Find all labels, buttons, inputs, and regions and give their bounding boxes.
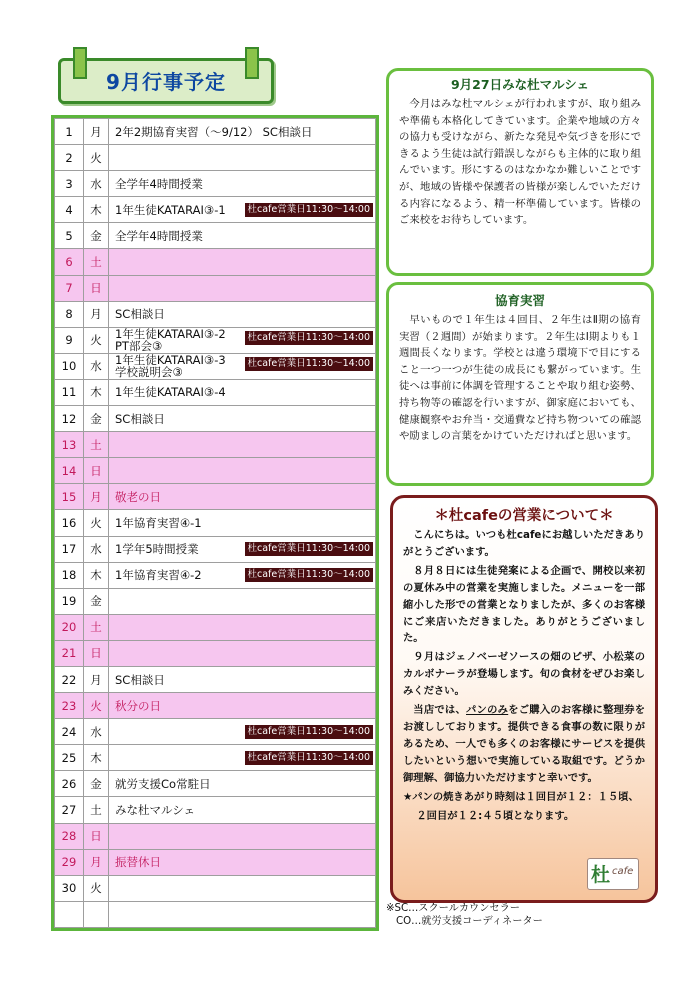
schedule-event-cell: [109, 249, 376, 275]
title-sign: [58, 58, 274, 104]
schedule-event-cell: [109, 588, 376, 614]
schedule-weekday: 金: [84, 223, 109, 249]
cafe-paragraph-1: こんにちは。いつも杜cafeにお越しいただきありがとうございます。: [403, 529, 645, 558]
schedule-event-cell: [109, 666, 376, 692]
cafe-open-tag: 杜cafe営業日11:30～14:00: [245, 568, 374, 582]
schedule-event-cell: [109, 275, 376, 301]
schedule-event-cell: [109, 432, 376, 458]
schedule-event-cell: [109, 536, 376, 562]
footnote: [386, 902, 543, 928]
schedule-weekday: 火: [84, 327, 109, 353]
schedule-weekday: 月: [84, 666, 109, 692]
schedule-day: 16: [55, 510, 84, 536]
schedule-day: 9: [55, 327, 84, 353]
schedule-row: [55, 849, 376, 875]
schedule-event-cell: [109, 119, 376, 145]
cafe-open-tag: 杜cafe営業日11:30～14:00: [245, 725, 374, 739]
schedule-row: [55, 223, 376, 249]
schedule-row: [55, 171, 376, 197]
schedule-event-cell: [109, 458, 376, 484]
schedule-weekday: 火: [84, 693, 109, 719]
schedule-event: 1年協育実習④-2: [115, 568, 202, 583]
schedule-weekday: 日: [84, 275, 109, 301]
schedule-row: [55, 901, 376, 927]
schedule-event-cell: [109, 223, 376, 249]
schedule-row: [55, 640, 376, 666]
schedule-event-line2: PT部会③: [115, 339, 163, 354]
cafe-p4-underline: パンのみ: [466, 704, 509, 717]
schedule-row: [55, 145, 376, 171]
marche-box: [386, 68, 654, 276]
schedule-event: 1年生徒KATARAI③-1: [115, 202, 226, 217]
schedule-row: [55, 614, 376, 640]
marche-body: 今月はみな杜マルシェが行われますが、取り組みや準備も本格化してきています。企業や地域の方々の協力も受けながら、新たな発見や気づきを形にできるよう生徒は試行錯誤しながらも主体的に取り組んでいます。形にするのはなかなか難しいことですが、地域の皆様や保護者の皆様が楽しんでいただける内容になるよう、精一杯準備しています。皆様のご来校をお待ちしています。: [399, 98, 641, 227]
schedule-table: [51, 115, 379, 931]
schedule-weekday: 金: [84, 406, 109, 432]
schedule-day: 19: [55, 588, 84, 614]
cafe-open-tag: 杜cafe営業日11:30～14:00: [245, 203, 374, 217]
schedule-row: [55, 771, 376, 797]
schedule-weekday: 水: [84, 353, 109, 379]
schedule-event-cell: [109, 849, 376, 875]
schedule-event: 全学年4時間授業: [115, 176, 203, 191]
schedule-row: [55, 432, 376, 458]
schedule-day: 1: [55, 119, 84, 145]
schedule-row: [55, 719, 376, 745]
schedule-row: [55, 249, 376, 275]
cafe-p4-end: をご購入のお客様に整理券をお渡ししております。提供できる食事の数に限りがあるため、一人でも多くのお客様にサービスを提供したいという想いで実施している取組です。どうか御理解、御協力いただけますと幸いです。: [403, 704, 646, 784]
schedule-weekday: 木: [84, 745, 109, 771]
schedule-day: 20: [55, 614, 84, 640]
schedule-event-cell: [109, 875, 376, 901]
schedule-weekday: 月: [84, 301, 109, 327]
cafe-logo-text: cafe: [612, 866, 634, 877]
schedule-event: 2年2期協育実習（～9/12） SC相談日: [115, 124, 313, 139]
schedule-weekday: 木: [84, 379, 109, 405]
schedule-day: 23: [55, 693, 84, 719]
cafe-title: ＊杜cafeの営業について＊: [434, 508, 614, 524]
schedule-event-cell: [109, 640, 376, 666]
schedule-row: [55, 588, 376, 614]
schedule-event-cell: [109, 353, 376, 379]
schedule-day: 5: [55, 223, 84, 249]
schedule-event: 敬老の日: [115, 489, 161, 504]
page-title: 9月行事予定: [106, 70, 226, 94]
schedule-day: 4: [55, 197, 84, 223]
kyoiku-title: 協育実習: [494, 293, 545, 308]
schedule-weekday: 火: [84, 145, 109, 171]
schedule-event-line2: 学校説明会③: [115, 365, 183, 380]
schedule-row: [55, 197, 376, 223]
schedule-event-cell: [109, 719, 376, 745]
schedule-weekday: 水: [84, 536, 109, 562]
schedule-event-cell: [109, 901, 376, 927]
schedule-event: 就労支援Co常駐日: [115, 776, 211, 791]
schedule-day: 24: [55, 719, 84, 745]
schedule-row: [55, 484, 376, 510]
schedule-event: 振替休日: [115, 855, 161, 870]
cafe-note-1: ★パンの焼きあがり時刻は１回目が１２：１５頃、: [403, 790, 639, 803]
schedule-event-cell: [109, 301, 376, 327]
schedule-weekday: 月: [84, 119, 109, 145]
schedule-event-cell: [109, 797, 376, 823]
schedule-day: 17: [55, 536, 84, 562]
schedule-event: 全学年4時間授業: [115, 228, 203, 243]
schedule-weekday: 日: [84, 823, 109, 849]
cafe-p4-start: 当店では、: [413, 704, 467, 717]
schedule-row: [55, 745, 376, 771]
schedule-event-cell: [109, 197, 376, 223]
schedule-day: 11: [55, 379, 84, 405]
schedule-day: 2: [55, 145, 84, 171]
schedule-event-cell: [109, 406, 376, 432]
schedule-day: [55, 901, 84, 927]
schedule-weekday: 金: [84, 588, 109, 614]
schedule-row: [55, 536, 376, 562]
schedule-row: [55, 353, 376, 379]
schedule-day: 28: [55, 823, 84, 849]
schedule-day: 21: [55, 640, 84, 666]
footnote-co: CO…就労支援コーディネーター: [396, 916, 543, 927]
schedule-event-cell: [109, 693, 376, 719]
schedule-event: SC相談日: [115, 411, 165, 426]
schedule-day: 7: [55, 275, 84, 301]
schedule-event-cell: [109, 484, 376, 510]
schedule-weekday: 土: [84, 249, 109, 275]
kyoiku-body: 早いもので１年生は４回目、２年生はⅡ期の協育実習（２週間）が始まります。２年生はⅠ期よりも１週間長くなります。学校とは違う環境下で目にすること一つ一つが生徒の成長にも繋がっています。生徒へは事前に体調を管理することや取り組む姿勢、持ち物等の確認を行いますが、御家庭においても、健康観察やお弁当・交通費など持ち物ついての確認や励ましの言葉をかけていただければと思います。: [399, 314, 641, 443]
schedule-row: [55, 666, 376, 692]
schedule-event: 秋分の日: [115, 698, 161, 713]
schedule-event-cell: [109, 379, 376, 405]
cafe-open-tag: 杜cafe営業日11:30～14:00: [245, 331, 374, 345]
cafe-open-tag: 杜cafe営業日11:30～14:00: [245, 357, 374, 371]
schedule-weekday: 土: [84, 432, 109, 458]
cafe-open-tag: 杜cafe営業日11:30～14:00: [245, 542, 374, 556]
schedule-event-cell: [109, 562, 376, 588]
schedule-weekday: 月: [84, 849, 109, 875]
schedule-event: みな杜マルシェ: [115, 802, 195, 817]
schedule-day: 3: [55, 171, 84, 197]
cafe-box: [390, 495, 658, 903]
schedule-row: [55, 875, 376, 901]
schedule-weekday: 水: [84, 171, 109, 197]
schedule-day: 25: [55, 745, 84, 771]
kyoiku-box: [386, 282, 654, 486]
schedule-weekday: 水: [84, 719, 109, 745]
schedule-row: [55, 301, 376, 327]
schedule-row: [55, 406, 376, 432]
schedule-day: 26: [55, 771, 84, 797]
marche-title: 9月27日みな杜マルシェ: [450, 77, 590, 92]
schedule-row: [55, 693, 376, 719]
schedule-day: 15: [55, 484, 84, 510]
schedule-weekday: 火: [84, 875, 109, 901]
cafe-open-tag: 杜cafe営業日11:30～14:00: [245, 751, 374, 765]
schedule-day: 22: [55, 666, 84, 692]
schedule-weekday: 土: [84, 797, 109, 823]
schedule-event-cell: [109, 327, 376, 353]
schedule-row: [55, 823, 376, 849]
schedule-day: 10: [55, 353, 84, 379]
schedule-day: 13: [55, 432, 84, 458]
schedule-event: SC相談日: [115, 307, 165, 322]
schedule-row: [55, 119, 376, 145]
schedule-weekday: 月: [84, 484, 109, 510]
schedule-row: [55, 797, 376, 823]
schedule-event-cell: [109, 145, 376, 171]
schedule-row: [55, 275, 376, 301]
schedule-weekday: 土: [84, 614, 109, 640]
schedule-weekday: 金: [84, 771, 109, 797]
cafe-paragraph-4: [403, 702, 645, 787]
cafe-paragraph-3: ９月はジェノベーゼソースの畑のピザ、小松菜のカルボナーラが登場します。旬の食材をぜひお楽しみください。: [403, 651, 645, 698]
schedule-row: [55, 379, 376, 405]
schedule-row: [55, 562, 376, 588]
schedule-weekday: 木: [84, 197, 109, 223]
schedule-event: 1年生徒KATARAI③-3: [115, 353, 226, 368]
schedule-day: 29: [55, 849, 84, 875]
cafe-paragraph-2: ８月８日には生徒発案による企画で、開校以来初の夏休み中の営業を実施しました。メニューを一部縮小した形での営業となりましたが、多くのお客様にご来店いただきました。ありがとうございました。: [403, 564, 645, 645]
schedule-event-cell: [109, 823, 376, 849]
schedule-event-cell: [109, 614, 376, 640]
schedule-weekday: 火: [84, 510, 109, 536]
schedule-event-cell: [109, 510, 376, 536]
schedule-day: 12: [55, 406, 84, 432]
schedule-row: [55, 510, 376, 536]
schedule-day: 27: [55, 797, 84, 823]
schedule-row: [55, 458, 376, 484]
schedule-event: 1年協育実習④-1: [115, 515, 202, 530]
schedule-weekday: [84, 901, 109, 927]
schedule-day: 8: [55, 301, 84, 327]
schedule-event-cell: [109, 745, 376, 771]
cafe-note-2: ２回目が１２:４５頃となります。: [416, 809, 575, 822]
schedule-day: 14: [55, 458, 84, 484]
schedule-row: [55, 327, 376, 353]
schedule-weekday: 日: [84, 640, 109, 666]
schedule-weekday: 木: [84, 562, 109, 588]
schedule-weekday: 日: [84, 458, 109, 484]
schedule-event: 1年生徒KATARAI③-4: [115, 385, 226, 400]
cafe-logo: [587, 858, 639, 890]
cafe-logo-kanji: 杜: [591, 864, 611, 886]
schedule-event: SC相談日: [115, 672, 165, 687]
schedule-event-cell: [109, 771, 376, 797]
schedule-day: 6: [55, 249, 84, 275]
footnote-sc: ※SC…スクールカウンセラー: [386, 903, 520, 914]
schedule-day: 30: [55, 875, 84, 901]
schedule-event: 1学年5時間授業: [115, 542, 199, 557]
schedule-event: 1年生徒KATARAI③-2: [115, 327, 226, 342]
schedule-day: 18: [55, 562, 84, 588]
schedule-event-cell: [109, 171, 376, 197]
